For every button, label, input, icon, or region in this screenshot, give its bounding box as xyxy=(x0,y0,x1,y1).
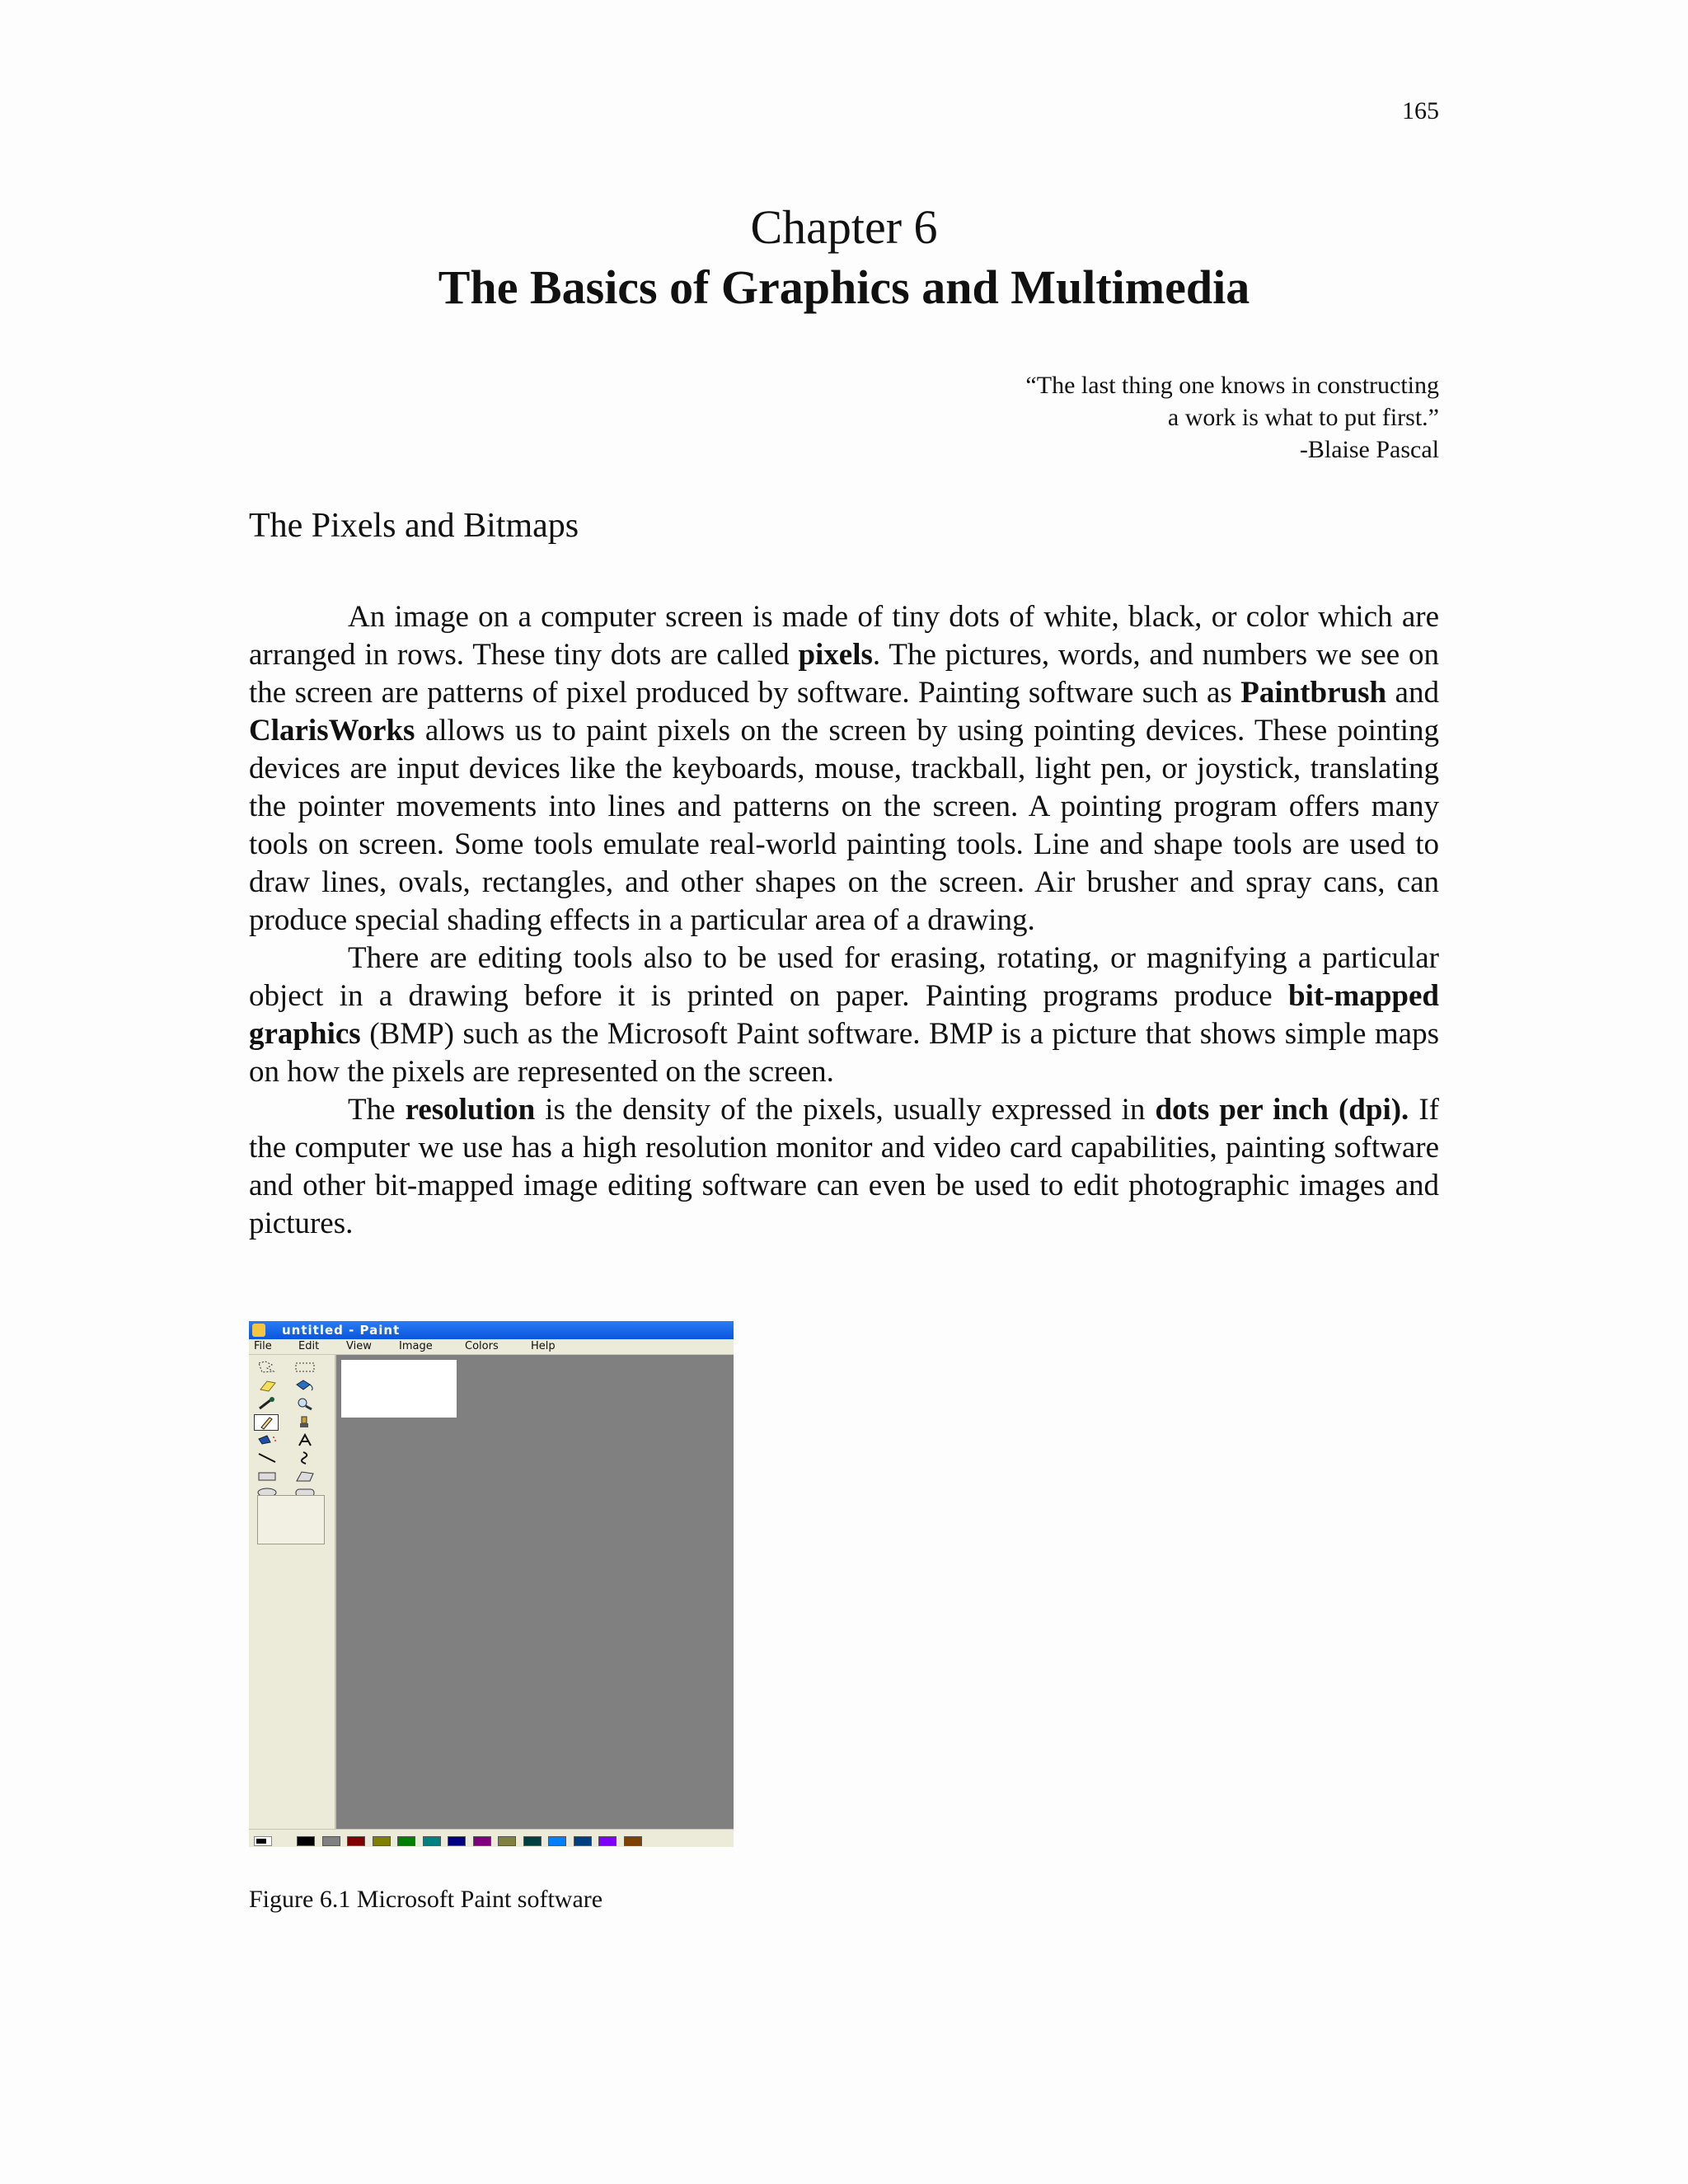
palette-swatch[interactable] xyxy=(624,1836,642,1846)
eraser-icon[interactable] xyxy=(256,1378,279,1393)
curve-tool-icon[interactable] xyxy=(293,1451,316,1465)
text-run: An image on a computer screen is made of tiny dots of white, black, or color which are arranged in rows. These tiny dots are called xyxy=(249,600,1439,672)
text-run: and xyxy=(1386,676,1439,710)
palette-swatch[interactable] xyxy=(373,1836,391,1846)
magnifier-icon[interactable] xyxy=(293,1396,316,1411)
bold-term: ClarisWorks xyxy=(249,714,415,748)
chapter-title: The Basics of Graphics and Multimedia xyxy=(438,260,1250,314)
paint-titlebar xyxy=(249,1321,734,1339)
palette-swatch[interactable] xyxy=(423,1836,441,1846)
palette-swatch[interactable] xyxy=(473,1836,491,1846)
tool-options-box[interactable] xyxy=(257,1495,325,1544)
paint-app-icon xyxy=(252,1324,265,1337)
text-run: If the computer we use has a high resolution monitor and video card capabilities, painting software and other bit-mapped image editing software can even be used to edit photographic images and pictures. xyxy=(249,1093,1439,1240)
bold-term: dots per inch (dpi). xyxy=(1155,1093,1409,1127)
text-run: (BMP) such as the Microsoft Paint software. BMP is a picture that shows simple maps on how the pixels are represented on the screen. xyxy=(249,1017,1439,1089)
text-run: The xyxy=(348,1093,406,1127)
fill-bucket-icon[interactable] xyxy=(293,1378,316,1393)
palette-swatch[interactable] xyxy=(322,1836,340,1846)
bold-term: bit-mapped graphics xyxy=(249,979,1439,1051)
paint-menubar xyxy=(249,1339,734,1355)
page-number: 165 xyxy=(1402,97,1439,124)
section-heading: The Pixels and Bitmaps xyxy=(249,507,579,545)
text-run: allows us to paint pixels on the screen by using pointing devices. These pointing devices are input devices like the keyboards, mouse, trackball, light pen, or joystick, translating the pointer movements into lines and patterns on the screen. A pointing program offers many tools on screen. Some tools emulate real-world painting tools. Line and shape tools are used to draw lines, ovals, rectangles, and other shapes on the screen. Air brusher and spray cans, can produce special shading effects in a particular area of a drawing. xyxy=(249,714,1439,937)
paint-canvas[interactable] xyxy=(341,1360,457,1418)
menu-view[interactable]: View xyxy=(346,1340,372,1352)
line-tool-icon[interactable] xyxy=(256,1451,279,1465)
epigraph-line: “The last thing one knows in constructing xyxy=(1025,372,1439,399)
chapter-number: Chapter 6 xyxy=(750,200,938,254)
text-tool-icon[interactable] xyxy=(293,1432,316,1447)
menu-image[interactable]: Image xyxy=(399,1340,433,1352)
brush-icon[interactable] xyxy=(293,1414,316,1429)
rectangle-tool-icon[interactable] xyxy=(256,1469,279,1483)
paragraph xyxy=(249,1091,1439,1243)
palette-swatch[interactable] xyxy=(397,1836,415,1846)
palette-swatch[interactable] xyxy=(347,1836,365,1846)
paint-workspace xyxy=(336,1355,734,1829)
epigraph xyxy=(1025,369,1439,466)
menu-edit[interactable]: Edit xyxy=(298,1340,320,1352)
palette-swatch[interactable] xyxy=(448,1836,466,1846)
body-text xyxy=(249,598,1439,1243)
palette-swatch[interactable] xyxy=(297,1836,315,1846)
palette-swatch[interactable] xyxy=(574,1836,592,1846)
menu-help[interactable]: Help xyxy=(531,1340,556,1352)
bold-term: Paintbrush xyxy=(1240,676,1387,710)
text-run: There are editing tools also to be used for erasing, rotating, or magnifying a particular object in a drawing before it is printed on paper. Painting programs produce xyxy=(249,941,1439,1013)
color-picker-icon[interactable] xyxy=(256,1396,279,1411)
paragraph xyxy=(249,940,1439,1091)
figure-caption: Figure 6.1 Microsoft Paint software xyxy=(249,1886,603,1913)
select-icon[interactable] xyxy=(293,1360,316,1375)
airbrush-icon[interactable] xyxy=(256,1432,279,1447)
paint-title: untitled - Paint xyxy=(282,1323,401,1338)
text-run: . The pictures, words, and numbers we see on the screen are patterns of pixel produced by software. Painting software such as xyxy=(249,638,1439,710)
bold-term: resolution xyxy=(405,1093,536,1127)
menu-file[interactable]: File xyxy=(254,1340,272,1352)
palette-swatch[interactable] xyxy=(523,1836,542,1846)
chapter-heading xyxy=(0,198,1688,318)
menu-colors[interactable]: Colors xyxy=(465,1340,499,1352)
polygon-tool-icon[interactable] xyxy=(293,1469,316,1483)
paragraph xyxy=(249,598,1439,940)
palette-swatch[interactable] xyxy=(548,1836,566,1846)
palette-swatch[interactable] xyxy=(498,1836,516,1846)
epigraph-attribution: -Blaise Pascal xyxy=(1299,436,1439,463)
pencil-icon[interactable] xyxy=(254,1414,279,1431)
current-color-indicator xyxy=(254,1836,272,1846)
bold-term: pixels xyxy=(798,638,873,672)
epigraph-line: a work is what to put first.” xyxy=(1167,404,1439,431)
color-palette xyxy=(249,1829,734,1847)
free-form-select-icon[interactable] xyxy=(256,1360,279,1375)
palette-swatch[interactable] xyxy=(598,1836,617,1846)
text-run: is the density of the pixels, usually expressed in xyxy=(535,1093,1156,1127)
paint-toolbox xyxy=(249,1355,336,1829)
paint-screenshot xyxy=(249,1321,734,1847)
